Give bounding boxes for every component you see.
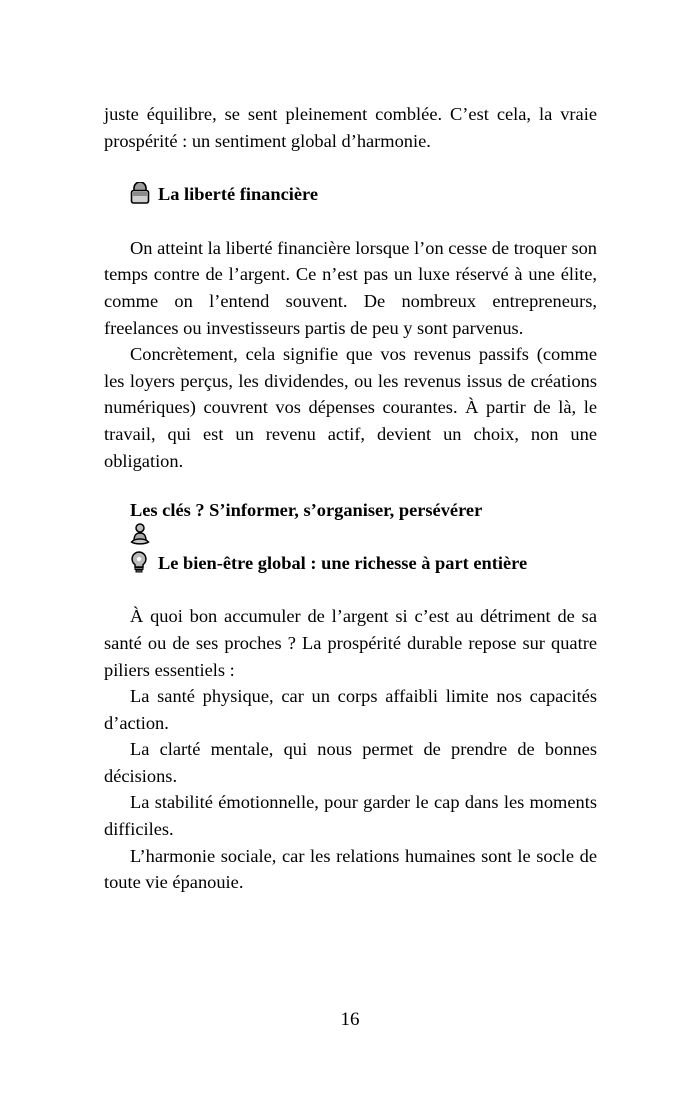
paragraph: La clarté mentale, qui nous permet de prendre de bonnes décisions.: [104, 739, 597, 786]
lock-icon: [130, 182, 152, 204]
paragraph: La stabilité émotionnelle, pour garder le cap dans les moments difficiles.: [104, 792, 597, 840]
keys-line: Les clés ? S’informer, s’organiser, persévérer: [130, 500, 483, 521]
page-number: 16: [340, 1009, 360, 1030]
section-title: Le bien-être global : une richesse à part entière: [158, 552, 528, 573]
section-heading-financial-freedom: [104, 181, 597, 208]
paragraph: Concrètement, cela signifie que vos revenus passifs (comme les loyers perçus, les dividendes, ou les revenus issus de créations numériques) couvrent vos dépenses courantes. À partir de là, le travail, qui est un revenu actif, devient un choix, non une obligation.: [104, 344, 597, 471]
section-heading-wellbeing: [104, 550, 597, 577]
paragraph: L’harmonie sociale, car les relations humaines sont le socle de toute vie épanouie.: [104, 845, 597, 893]
paragraph: À quoi bon accumuler de l’argent si c’est au détriment de sa santé ou de ses proches ? La prospérité durable repose sur quatre piliers essentiels :: [104, 606, 597, 680]
light-bulb-icon: [130, 551, 152, 573]
section-title: La liberté financière: [158, 184, 319, 205]
paragraph: La santé physique, car un corps affaibli limite nos capacités d’action.: [104, 686, 597, 733]
page-body: [104, 101, 597, 896]
meditating-person-icon: [130, 523, 152, 545]
meditation-line: [104, 524, 597, 550]
paragraph: On atteint la liberté financière lorsque l’on cesse de troquer son temps contre de l’argent. Ce n’est pas un luxe réservé à une élite, comme on l’entend souvent. De nombreux entrepreneurs, freelances ou investisseurs partis de peu y sont parvenus.: [104, 237, 597, 338]
intro-paragraph: juste équilibre, se sent pleinement comblée. C’est cela, la vraie prospérité : un sentiment global d’harmonie.: [104, 104, 597, 151]
